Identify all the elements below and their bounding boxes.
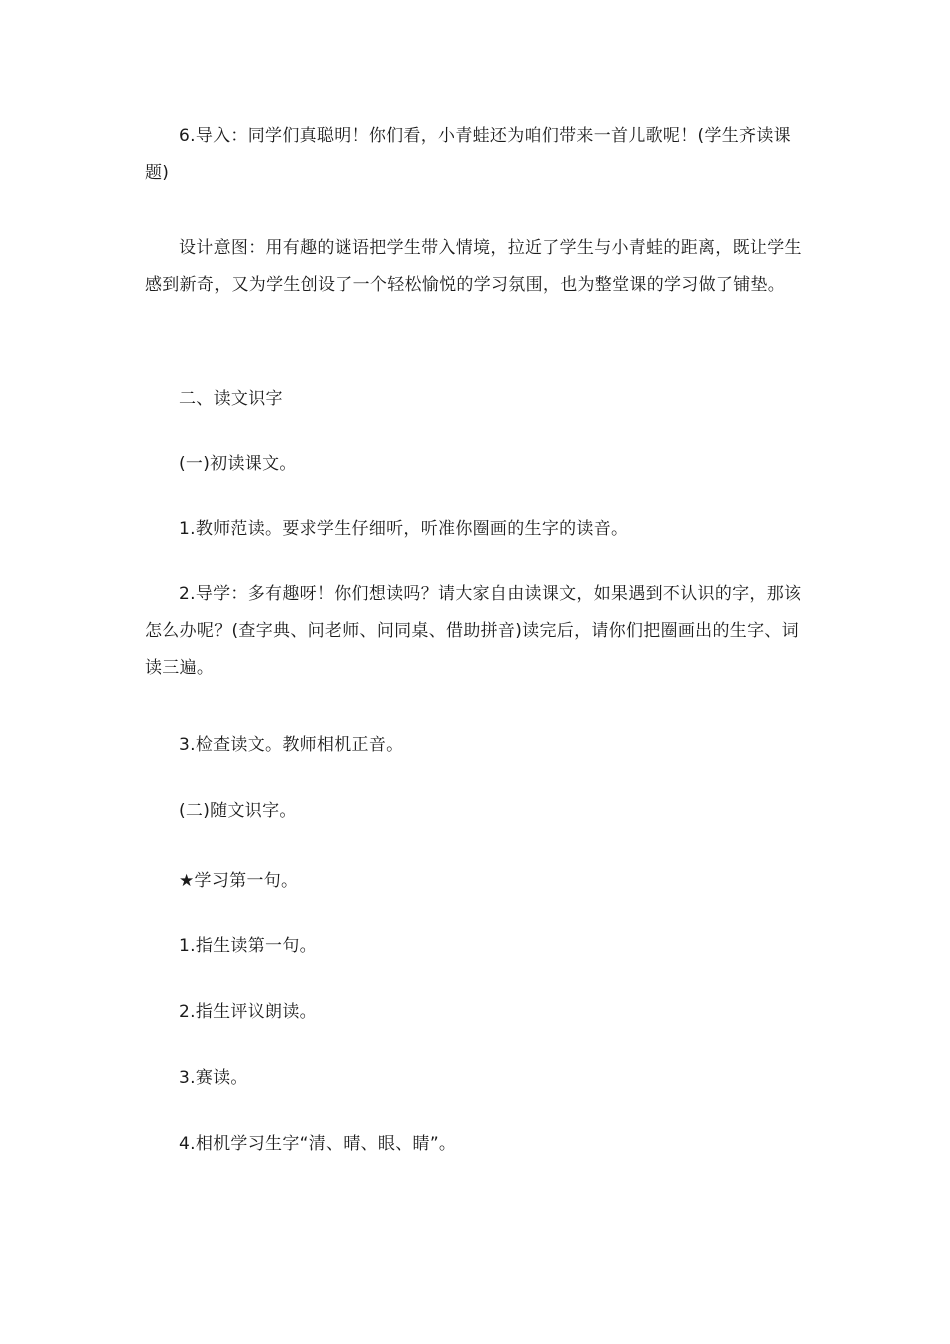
paragraph-item-4: 4.相机学习生字“清、晴、眼、睛”。 [179,1134,457,1154]
paragraph-item-3: 3.赛读。 [179,1068,248,1088]
paragraph-step-2: 2.导学：多有趣呀！你们想读吗？请大家自由读课文，如果遇到不认识的字，那该怎么办呢？(查字典、问老师、问同桌、借助拼音)读完后，请你们把圈画出的生字、词读三遍。 [145,584,802,678]
subsection-heading-first-read: (一)初读课文。 [179,454,297,474]
paragraph-intro-6: 6.导入：同学们真聪明！你们看，小青蛙还为咱们带来一首儿歌呢！(学生齐读课题) [145,126,791,183]
paragraph-step-1: 1.教师范读。要求学生仔细听，听准你圈画的生字的读音。 [179,519,629,539]
paragraph-first-sentence: ★学习第一句。 [179,871,299,891]
paragraph-item-1: 1.指生读第一句。 [179,936,317,956]
paragraph-design-intent: 设计意图：用有趣的谜语把学生带入情境，拉近了学生与小青蛙的距离，既让学生感到新奇，又为学生创设了一个轻松愉悦的学习氛围，也为整堂课的学习做了铺垫。 [145,238,802,295]
subsection-heading-literacy: (二)随文识字。 [179,801,297,821]
paragraph-step-3: 3.检查读文。教师相机正音。 [179,735,404,755]
paragraph-item-2: 2.指生评议朗读。 [179,1002,317,1022]
section-heading-reading: 二、读文识字 [179,389,283,409]
